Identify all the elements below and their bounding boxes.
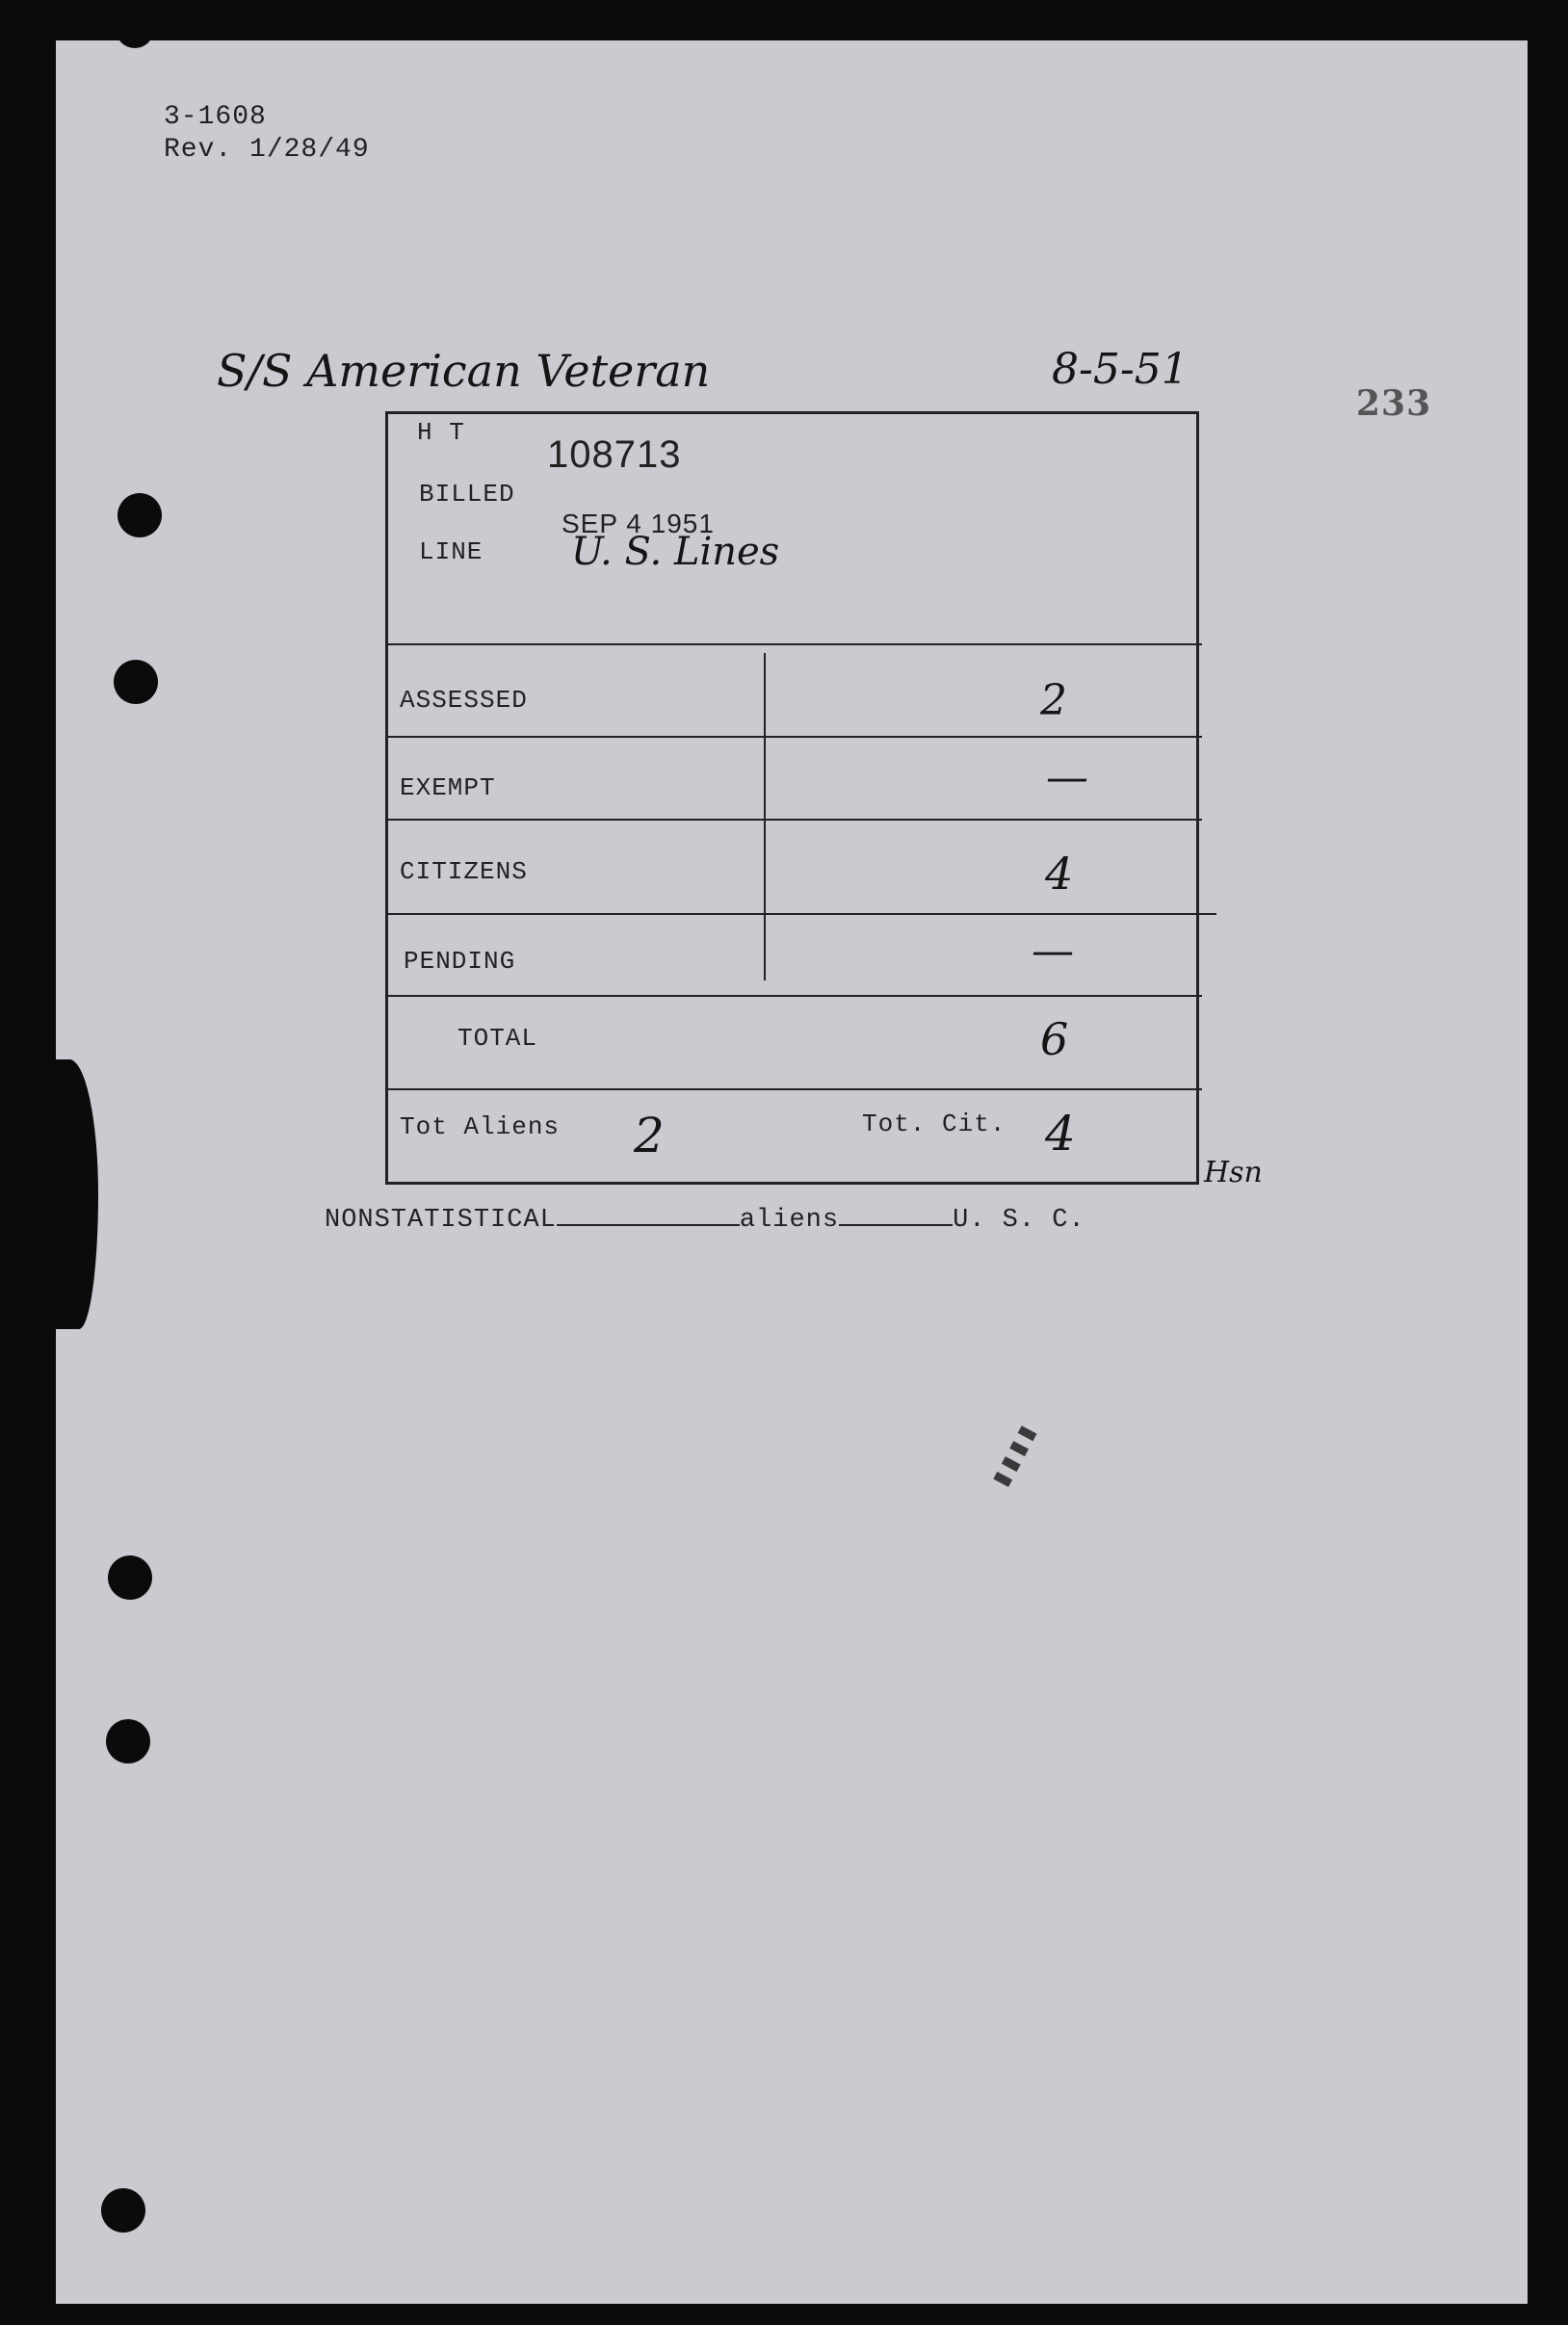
- billed-date: SEP 4 1951: [562, 509, 715, 538]
- line-value: U. S. Lines: [571, 530, 780, 574]
- form-number: 3-1608: [164, 102, 267, 132]
- exempt-label: EXEMPT: [400, 773, 496, 802]
- row-divider: [388, 819, 1202, 821]
- row-divider: [388, 913, 1216, 915]
- punch-hole: [114, 660, 158, 704]
- assessed-value: 2: [1040, 676, 1067, 725]
- ht-number: 108713: [547, 433, 682, 476]
- aliens-label: aliens: [739, 1206, 840, 1235]
- nonstatistical-label: NONSTATISTICAL: [325, 1206, 557, 1235]
- page-number: 233: [1356, 383, 1432, 424]
- row-divider: [388, 643, 1202, 645]
- billed-label: BILLED: [419, 480, 515, 509]
- usc-blank: [839, 1201, 953, 1226]
- row-divider: [388, 995, 1202, 997]
- tot-cit-label: Tot. Cit.: [862, 1110, 1006, 1138]
- manifest-date: 8-5-51: [1052, 345, 1189, 394]
- line-label: LINE: [419, 537, 483, 566]
- exempt-value: —: [1046, 753, 1088, 802]
- row-divider: [388, 736, 1202, 738]
- stamp-smudge: ▮▮▮▮: [982, 1417, 1045, 1495]
- form-revision: Rev. 1/28/49: [164, 135, 370, 165]
- punch-hole: [118, 493, 162, 537]
- tot-cit-value: 4: [1045, 1106, 1076, 1162]
- usc-label: U. S. C.: [953, 1206, 1085, 1235]
- ht-label: H T: [417, 418, 465, 447]
- nonstatistical-line: [325, 1201, 1085, 1235]
- total-value: 6: [1040, 1013, 1069, 1065]
- tot-aliens-value: 2: [634, 1108, 665, 1163]
- clerk-initials: Hsn: [1204, 1156, 1263, 1189]
- punch-hole: [108, 1555, 152, 1600]
- punch-hole: [106, 1719, 150, 1763]
- vessel-name: S/S American Veteran: [217, 345, 711, 397]
- column-divider: [764, 653, 766, 980]
- tally-box: [385, 411, 1199, 1185]
- total-label: TOTAL: [457, 1024, 538, 1053]
- assessed-label: ASSESSED: [400, 686, 528, 715]
- aliens-blank: [557, 1201, 740, 1226]
- row-divider: [388, 1088, 1202, 1090]
- punch-hole: [116, 10, 154, 48]
- pending-label: PENDING: [404, 947, 516, 976]
- citizens-value: 4: [1045, 848, 1074, 900]
- citizens-label: CITIZENS: [400, 857, 528, 886]
- punch-hole: [101, 2188, 145, 2233]
- pending-value: —: [1032, 927, 1074, 976]
- tot-aliens-label: Tot Aliens: [400, 1112, 561, 1141]
